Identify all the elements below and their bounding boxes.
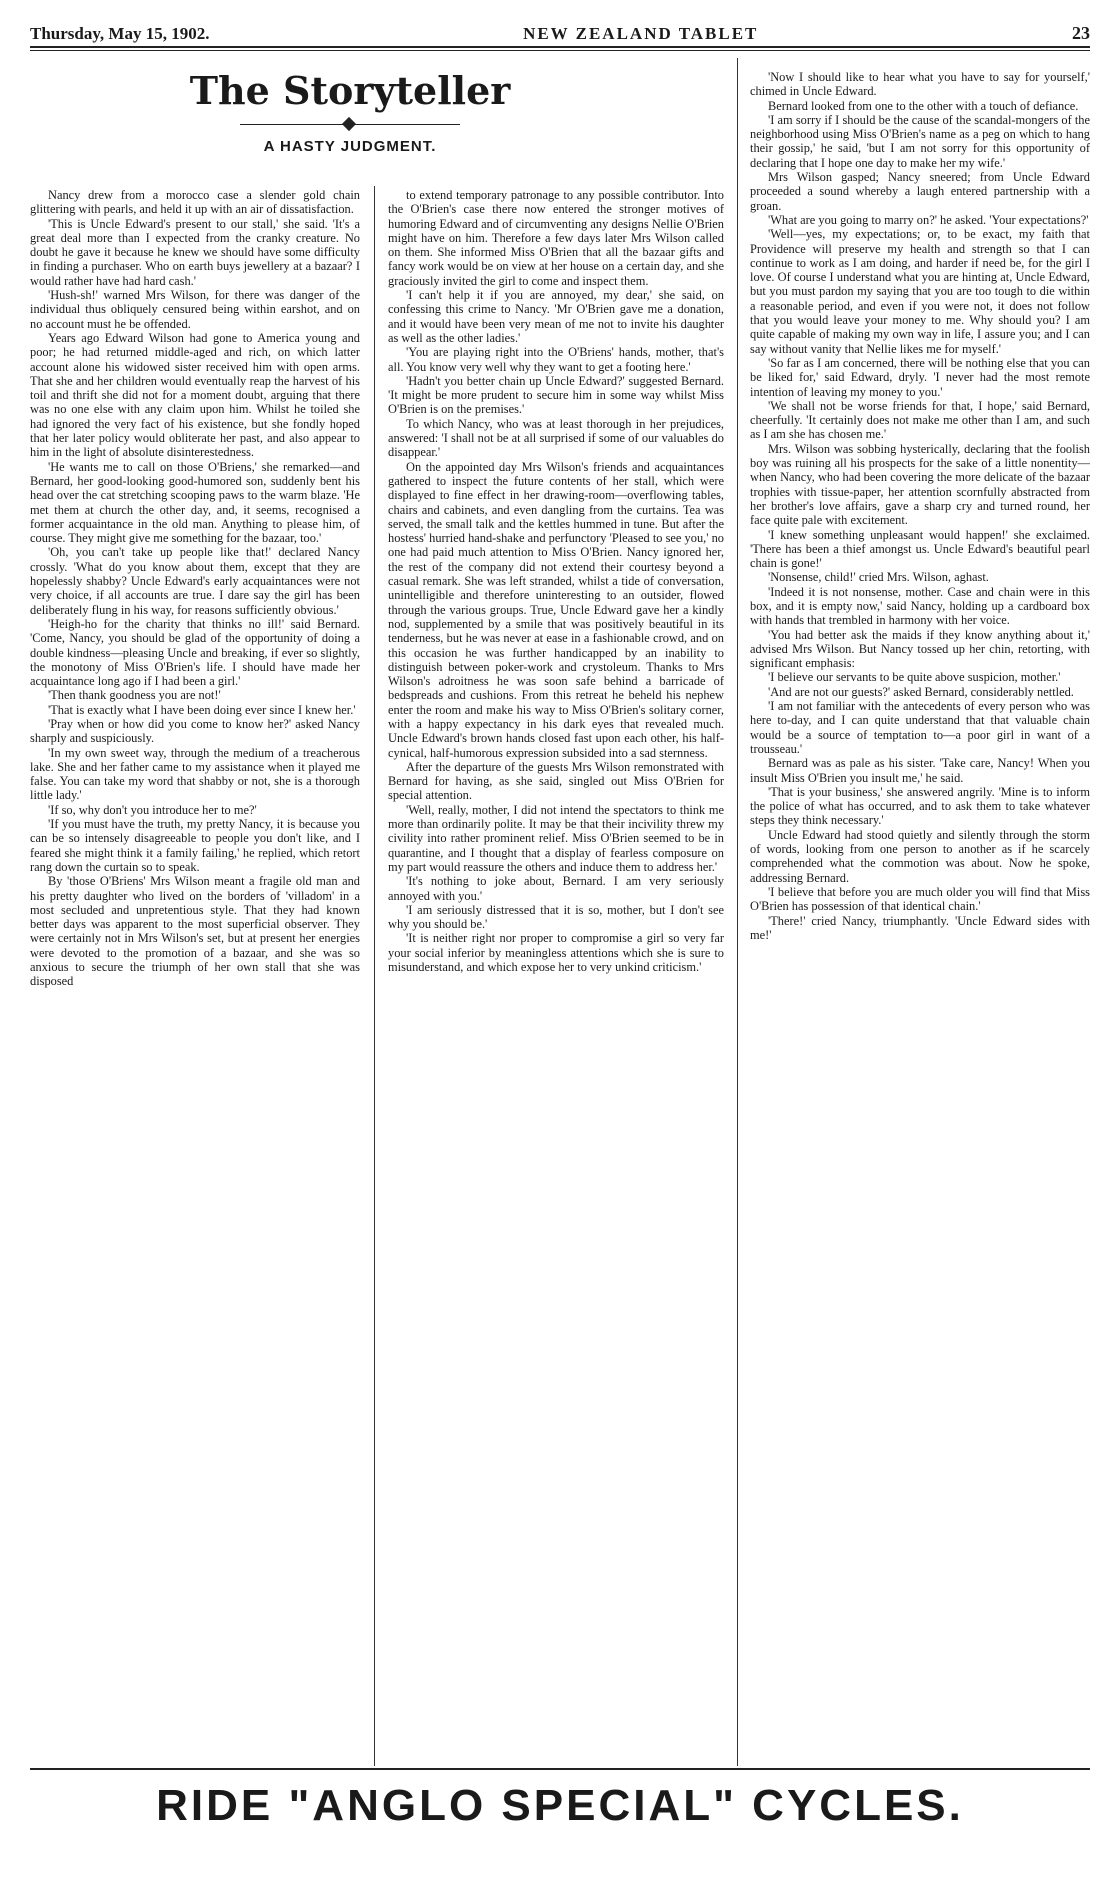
article-paragraph: 'Now I should like to hear what you have to say for yourself,' chimed in Uncle Edward. [750,70,1090,99]
article-paragraph: 'Nonsense, child!' cried Mrs. Wilson, aghast. [768,570,989,585]
story-title: A HASTY JUDGMENT. [263,138,437,155]
article-paragraph: 'I am seriously distressed that it is so, mother, but I don't see why you should be.' [388,902,724,932]
article-paragraph: 'Heigh-ho for the charity that thinks no ill!' said Bernard. 'Come, Nancy, you should be glad of the opportunity of doing a double kindness—pleasing Uncle and breaking, if ever so slightly, the monotony of Miss O'Brien's life. I should have made her acquaintance long ago if I had been a girl.' [30,616,360,689]
article-paragraph: 'I believe that before you are much older you will find that Miss O'Brien has possession of that identical chain.' [750,884,1090,914]
page-header [30,14,1090,44]
article-paragraph: 'This is Uncle Edward's present to our stall,' she said. 'It's a great deal more than I expected from the cranky creature. No doubt he gave it because he knew we should have some difficulty in finding a purchaser. Who on earth buys jewellery at a bazaar? I would rather have had hard cash.' [30,216,360,288]
article-paragraph: Bernard looked from one to the other with a touch of defiance. [768,98,1079,113]
article-paragraph: 'I believe our servants to be quite above suspicion, mother.' [768,670,1061,685]
article-paragraph: On the appointed day Mrs Wilson's friends and acquaintances gathered to inspect the future contents of her stall, which were displayed to fine effect in her drawing-room—overflowing tables, chairs and cabinets, and even dangling from the curtains. Tea was served, the small talk and the kettles hummed in tune. But after the hostess' hurried hand-shake and perfunctory 'Pleased to see you,' no one had paid much attention to Miss O'Brien. Nancy ignored her, the rest of the company did not extend their courtesy beyond a casual remark. She was left stranded, whilst a tide of conversation, unintelligible and therefore uninteresting to an outsider, flowed through the various groups. True, Uncle Edward gave her a kindly nod, supplemented by a smile that was positively beautiful in its tenderness, but he was never at ease in a fashionable crowd, and on this occasion he was further handicapped by an inability to distinguish between poker-work and crystoleum. Thanks to Mrs Wilson's adroitness he was soon safe behind a barricade of bedspreads and cushions. From this retreat he beheld his nephew enter the room and make his way to Miss O'Brien's solitary corner, with a happy expectancy in his dark eyes that revealed much. Uncle Edward's brown hands closed fast upon each other, his half-cynical, half-humorous expression subsided into a sad sternness. [388,459,724,760]
article-paragraph: 'Pray when or how did you come to know her?' asked Nancy sharply and suspiciously. [30,716,360,746]
article-paragraph: Bernard was as pale as his sister. 'Take care, Nancy! When you insult Miss O'Brien you insult me,' he said. [750,756,1090,785]
article-paragraph: Mrs. Wilson was sobbing hysterically, declaring that the foolish boy was ruining all his prospects for the sake of a little nonentity—when Nancy, who had been covering the more delicate of the bazaar trophies with tissue-paper, her attention scornfully abstracted from her brother's love affairs, gave a sharp cry and turned round, her face quite pale with excitement. [750,441,1090,528]
page-number: 23 [1071,23,1090,43]
article-paragraph: 'I knew something unpleasant would happen!' she exclaimed. 'There has been a thief amongst us. Uncle Edward's beautiful pearl chain is gone!' [750,527,1090,571]
article-paragraph: Years ago Edward Wilson had gone to America young and poor; he had returned middle-aged and rich, on which latter account alone his widowed sister received him with open arms. That she and her children would eventually reap the harvest of his toil and thrift she did not for a moment doubt, arguing that there was no one else with any claim upon him. Whilst he toiled she had ignored the very fact of his existence, but she fondly hoped that her later policy would obliterate her past, and also appear to him in the light of absolute disinterestedness. [30,330,360,460]
article-paragraph: Mrs Wilson gasped; Nancy sneered; from Uncle Edward proceeded a sound whereby a laugh entered partnership with a groan. [750,170,1090,213]
article-paragraph: 'Then thank goodness you are not!' [48,688,221,703]
article-paragraph: 'What are you going to marry on?' he asked. 'Your expectations?' [768,212,1089,227]
article-paragraph: 'If you must have the truth, my pretty Nancy, it is because you can be so intensely disagreeable to people you don't like, and I feared she might think it a family failing,' he replied, which retort rang down the curtain so to speak. [30,817,360,874]
article-paragraph: 'If so, why don't you introduce her to me?' [48,802,257,817]
article-paragraph: 'And are not our guests?' asked Bernard, considerably nettled. [768,684,1074,699]
article-paragraph: 'That is exactly what I have been doing ever since I knew her.' [48,702,356,717]
article-paragraph: 'I am not familiar with the antecedents of every person who was here to-day, and I can quite understand that that valuable chain would be a source of temptation to—a poor girl in want of a trousseau.' [750,699,1090,756]
article-paragraph: Nancy drew from a morocco case a slender gold chain glittering with pearls, and held it up with an air of dissatisfaction. [30,188,360,217]
article-paragraph: To which Nancy, who was at least thorough in her prejudices, answered: 'I shall not be at all surprised if some of our valuables do disappear.' [388,416,724,460]
footer-advertisement: RIDE "ANGLO SPECIAL" CYCLES. [156,1781,964,1830]
article-paragraph: 'I am sorry if I should be the cause of the scandal-mongers of the neighborhood using Miss O'Brien's name as a peg on which to hang their gossip,' he said, 'but I am not sorry for this opportunity of declaring that I hope one day to make her my wife.' [750,112,1090,170]
column-1-body [30,188,360,989]
article-paragraph: After the departure of the guests Mrs Wilson remonstrated with Bernard for having, as she said, singled out Miss O'Brien for special attention. [388,759,724,803]
article-paragraph: 'You are playing right into the O'Briens' hands, mother, that's all. You know very well why they want to get a footing here.' [388,345,724,374]
article-paragraph: 'So far as I am concerned, there will be nothing else that you can be liked for,' said Edward, dryly. 'I never had the most remote intention of leaving my money to you.' [750,355,1090,399]
article-column-3 [750,70,1090,1770]
newspaper-name: NEW ZEALAND TABLET [523,24,759,43]
article-paragraph: 'Oh, you can't take up people like that!' declared Nancy crossly. 'What do you know about them, except that they are hopelessly shabby? Uncle Edward's early acquaintances were not very choice, if all accounts are true. I dare say the girl has been deliberately flung in his way, for reasons sufficiently obvious.' [30,545,360,617]
article-paragraph: 'There!' cried Nancy, triumphantly. 'Uncle Edward sides with me!' [750,913,1090,942]
article-paragraph: 'Well—yes, my expectations; or, to be exact, my faith that Providence will preserve my health and strength so that I can continue to work as I am doing, and harder if need be, for the girl I love. Of course I understand what you are hinting at, Uncle Edward, but you must pardon my saying that you are too tough to die within a reasonable period, and even if you were not, it does not follow that you would leave your money to me. Why should you? I am quite capable of making my own way in life, I assure you; and I can say without vanity that Nellie likes me for myself.' [750,227,1090,356]
article-paragraph: 'I can't help it if you are annoyed, my dear,' she said, on confessing this crime to Nancy. 'Mr O'Brien gave me a donation, and it would have been very mean of me not to invite his daughter as well as the other ladies.' [388,288,724,345]
article-paragraph: 'Hadn't you better chain up Uncle Edward?' suggested Bernard. 'It might be more prudent to secure him in some way whilst Miss O'Brien is on the premises.' [388,373,724,417]
article-paragraph: 'It's nothing to joke about, Bernard. I am very seriously annoyed with you.' [388,874,724,903]
article-paragraph: 'We shall not be worse friends for that, I hope,' said Bernard, cheerfully. 'It certainly does not make me other than I am, and such as I am she has chosen me.' [750,398,1090,442]
article-paragraph: By 'those O'Briens' Mrs Wilson meant a fragile old man and his pretty daughter who lived on the borders of 'villadom' in a most secluded and unpretentious style. That they had known better days was apparent to the most superficial observer. They were certainly not in Mrs Wilson's set, but at present her energies were devoted to the promotion of a bazaar, and she was so anxious to secure the triumph of her own stall that she was disposed [30,874,360,989]
article-paragraph: Uncle Edward had stood quietly and silently through the storm of words, looking from one person to another as if he scarcely comprehended what the commotion was about. Now he spoke, addressing Bernard. [750,827,1090,885]
section-title: The Storyteller [189,68,511,113]
article-paragraph: 'Indeed it is not nonsense, mother. Case and chain were in this box, and it is empty now,' said Nancy, holding up a cardboard box with hands that trembled in harmony with her voice. [750,584,1090,628]
article-paragraph: 'In my own sweet way, through the medium of a treacherous lake. She and her father came to my assistance when it played me false. You can take my word that shabby or not, she is a thorough little lady.' [30,745,360,803]
header-rule [30,46,1090,48]
header-rule-thin [30,50,1090,51]
column-divider-1 [374,186,375,1766]
article-paragraph: 'You had better ask the maids if they know anything about it,' advised Mrs Wilson. But Nancy tossed up her chin, retorting, with significant emphasis: [750,627,1090,671]
footer-rule [30,1768,1090,1770]
article-column-1 [30,70,360,1770]
article-paragraph: 'Hush-sh!' warned Mrs Wilson, for there was danger of the individual thus obliquely censured being within earshot, and on no account must he be offended. [30,288,360,331]
article-paragraph: 'That is your business,' she answered angrily. 'Mine is to inform the police of what has occurred, and to ask them to take whatever steps they think necessary.' [750,784,1090,828]
issue-date: Thursday, May 15, 1902. [30,24,210,43]
article-paragraph: 'It is neither right nor proper to compromise a girl so very far your social inferior by meaningless attentions which she is sure to misunderstand, and which expose her to very unkind criticism.' [388,931,724,975]
article-paragraph: 'Well, really, mother, I did not intend the spectators to think me more than ordinarily polite. It may be that their incivility threw my civility into rather prominent relief. Miss O'Brien seemed to be in quarantine, and I thought that a display of fearless composure on my part would reassure the others and induce them to address her.' [388,802,724,874]
article-paragraph: 'He wants me to call on those O'Briens,' she remarked—and Bernard, her good-looking good-humored son, suddenly bent his head over the cat stretching scooping paws to the warm blaze. 'He met them at church the other day, and, it seems, recognised a former acquaintance in the old man. Anything to please him, of course. They might give me something for the bazaar, too.' [30,459,360,546]
column-divider-2 [737,58,738,1766]
article-column-2 [388,188,724,1888]
article-paragraph: to extend temporary patronage to any possible contributor. Into the O'Brien's case there now entered the stronger motives of humoring Edward and of circumventing any designs Nellie O'Brien might have on him. Therefore a few days later Mrs Wilson called on them. She informed Miss O'Brien that all the bazaar gifts and fancy work would be on view at her house on a certain day, and she graciously invited the girl to come and inspect them. [388,188,724,288]
